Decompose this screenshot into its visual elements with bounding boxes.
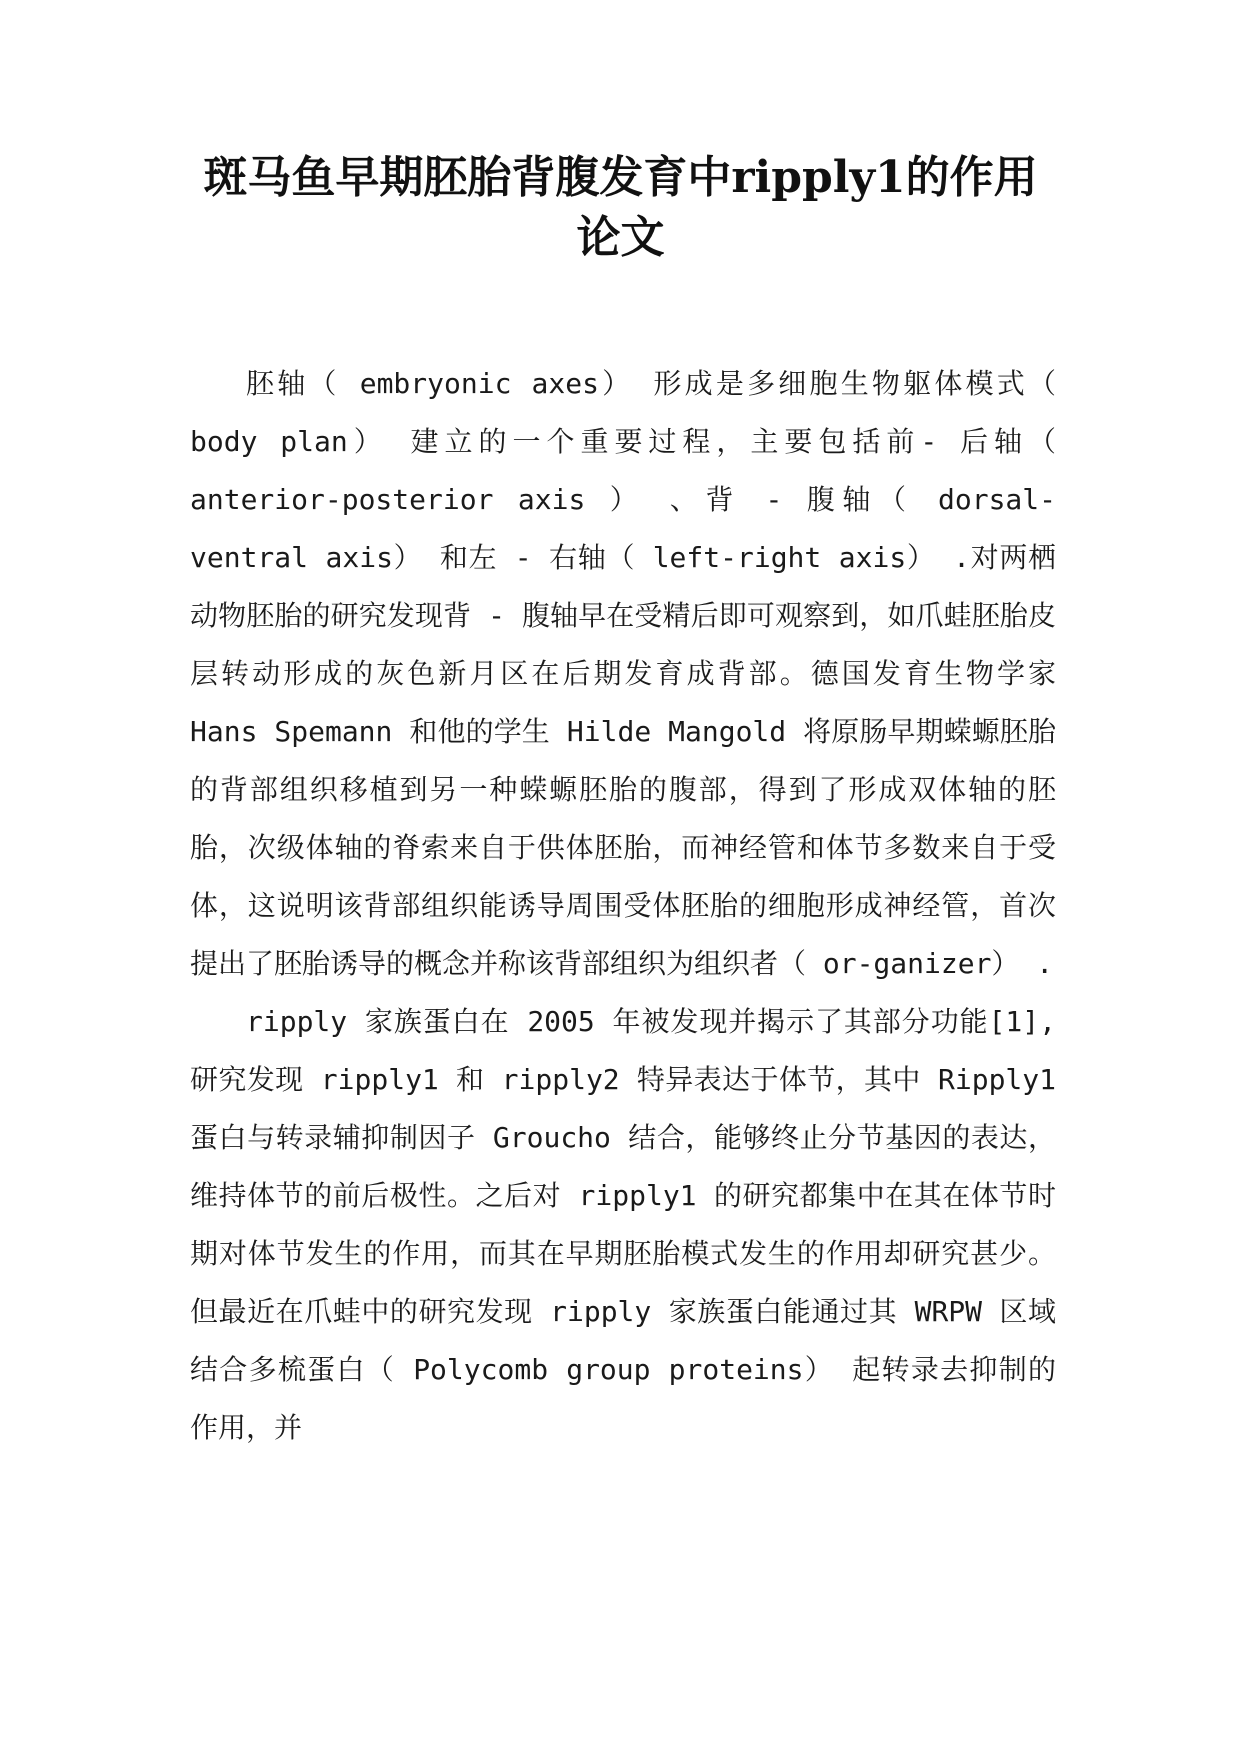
document-title	[150, 148, 1091, 268]
paragraph-ripply-family: ripply 家族蛋白在 2005 年被发现并揭示了其部分功能[1],研究发现 ripply1 和 ripply2 特异表达于体节，其中 Ripply1 蛋白与转录辅抑制因子 Groucho 结合，能够终止分节基因的表达，维持体节的前后极性。之后对 ripply1 的研究都集中在其在体节时期对体节发生的作用，而其在早期胚胎模式发生的作用却研究甚少。但最近在爪蛙中的研究发现 ripply 家族蛋白能通过其 WRPW 区域结合多梳蛋白（ Polycomb group proteins） 起转录去抑制的作用，并	[190, 1005, 1056, 1444]
paragraph-embryonic-axes: 胚轴（ embryonic axes） 形成是多细胞生物躯体模式（ body plan） 建立的一个重要过程，主要包括前- 后轴（ anterior-posterior axis ） 、背 - 腹轴（ dorsal-ventral axis） 和左 - 右轴（ left-right axis） .对两栖动物胚胎的研究发现背 - 腹轴早在受精后即可观察到，如爪蛙胚胎皮层转动形成的灰色新月区在后期发育成背部。德国发育生物学家 Hans Spemann 和他的学生 Hilde Mangold 将原肠早期蝾螈胚胎的背部组织移植到另一种蝾螈胚胎的腹部，得到了形成双体轴的胚胎，次级体轴的脊索来自于供体胚胎，而神经管和体节多数来自于受体，这说明该背部组织能诱导周围受体胚胎的细胞形成神经管，首次提出了胚胎诱导的概念并称该背部组织为组织者（ or-ganizer） .	[190, 367, 1056, 980]
title-line-1: 斑马鱼早期胚胎背腹发育中ripply1的作用	[203, 152, 1038, 203]
title-line-2: 论文	[576, 212, 665, 263]
document-body	[190, 355, 1056, 1457]
